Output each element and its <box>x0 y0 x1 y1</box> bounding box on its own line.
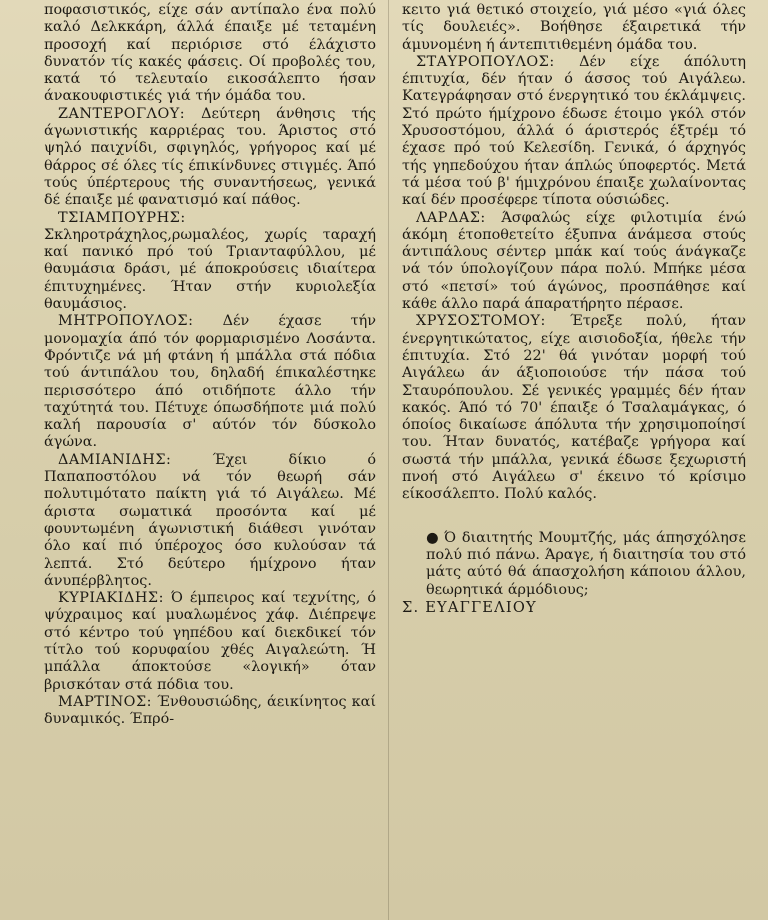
player-rating-text: Δεύτερη άνθησις τής άγωνιστικής καρριέρας του. Άριστος στό ψηλό παιχνίδι, σφιγηλός, γρήγορος καί μέ θάρρος σέ όλες τίς έπικίνδυνες στιγμές. Άπό τούς ύπέρτερους τής συναντήσεως, γενικά δέ έπαιξε μέ φανατισμό καί πάθος. <box>44 105 376 209</box>
player-rating-martinos <box>44 694 376 729</box>
player-rating-kyriakidis <box>44 590 376 694</box>
player-rating-text: Άσφαλώς είχε φιλοτιμία ένώ άκόμη έτοποθετείτο έξυπνα άνάμεσα στούς άντιπάλους σέντερ μπάκ καί τούς άνάγκαζε νά τόν ύπολογίζουν πάρα πολύ. Μπήκε μέσα στό «πετσί» τού άγώνος, προσπάθησε καί κάθε άλλο παρά άπαρατήρητο πέρασε. <box>402 209 747 313</box>
player-rating-text: Έτρεξε πολύ, ήταν ένεργητικώτατος, είχε αισιοδοξία, ήθελε τήν έπιτυχία. Στό 22' θά γινόταν μορφή τού Αιγάλεω άν άξιοποιούσε τήν πάσα τού Σταυρόπουλου. Σέ γενικές γραμμές δέν ήταν κακός. Άπό τό 70' έπαιξε ό Τσαλαμάγκας, ό όποίος δικαίωσε άπόλυτα τήν χρησιμοποίησί του. Ήταν δυνατός, κατέβαζε γρήγορα καί σωστά τήν μπάλλα, γενικά έδωσε ξεχωριστή πνοή στό Αιγάλεω σ' έκεινο τό κρίσιμο είκοσάλεπτο. Πολύ καλός. <box>402 313 746 503</box>
player-rating-lardas <box>402 210 746 314</box>
right-intro-paragraph: κειτο γιά θετικό στοιχείο, γιά μέσο «γιά όλες τίς δουλειές». Βοήθησε έξαιρετικά τήν άμυνομένη ή άντεπιτιθεμένη όμάδα του. <box>402 2 746 53</box>
player-rating-text: Σκληροτράχηλος,ρωμαλέος, χωρίς ταραχή καί πανικό πρό τού Τριανταφύλλου, μέ θαυμάσια δράσι, μέ άποκρούσεις ιδιαίτερα έπιτυχημένες. Ήταν στήν κυριολεξία θαυμάσιος. <box>44 226 376 313</box>
right-column <box>402 2 746 616</box>
player-name: ΖΑΝΤΕΡΟΓΛΟΥ: <box>58 105 186 122</box>
player-rating-damianidis <box>44 452 376 590</box>
player-name: ΔΑΜΙΑΝΙΔΗΣ: <box>58 451 172 468</box>
player-name: ΛΑΡΔΑΣ: <box>416 209 486 226</box>
left-intro-paragraph: ποφασιστικός, είχε σάν αντίπαλο ένα πολύ καλό Δελκκάρη, άλλά έπαιξε μέ τεταμένη προσοχή καί περιόρισε στό έλάχιστο δυνατόν τίς κακές φάσεις. Οί προβολές του, κατά τό τελευταίο εικοσάλεπτο ήσαν άνακουφιστικές γιά τήν όμάδα του. <box>44 2 376 105</box>
player-rating-stavropoulos <box>402 54 746 210</box>
left-column <box>44 2 376 728</box>
referee-note-text: Ό διαιτητής Μουμτζής, μάς άπησχόλησε πολύ πιό πάνω. Άραγε, ή διαιτησία του στό μάτς αύτό θά άπασχολήση κάποιου άλλου, θεωρητικά άρμόδιους; <box>426 529 746 598</box>
player-rating-text: Ένθουσιώδης, άεικίνητος καί δυναμικός. Έπρό- <box>44 693 376 728</box>
author-signature: Σ. ΕΥΑΓΓΕΛΙΟΥ <box>402 598 537 616</box>
player-name: ΜΑΡΤΙΝΟΣ: <box>58 693 153 710</box>
player-rating-text: Έχει δίκιο ό Παπαποστόλου νά τόν θεωρή σάν πολυτιμότατο παίκτη γιά τό Αιγάλεω. Μέ άριστα σωματικά προσόντα καί μέ φουντωμένη άγωνιστική διάθεσι γινόταν όλο καί πιό ύπέροχος όσο κυλούσαν τά λεπτά. Στό δεύτερο ήμίχρονο ήταν άνυπέρβλητος. <box>44 451 377 589</box>
player-name: ΜΗΤΡΟΠΟΥΛΟΣ: <box>58 313 194 330</box>
player-name: ΣΤΑΥΡΟΠΟΥΛΟΣ: <box>416 53 555 70</box>
player-name: ΚΥΡΙΑΚΙΔΗΣ: <box>58 590 164 607</box>
column-divider <box>388 0 389 920</box>
referee-note <box>402 530 746 599</box>
player-rating-text: Δέν είχε άπόλυτη έπιτυχία, δέν ήταν ό άσσος τού Αιγάλεω. Κατεγράφησαν στό ένεργητικό του έκλάμψεις. Στό πρώτο ήμίχρονο έδωσε έτοιμο γκόλ στόν Χρυσοστόμου, άλλά ό άριστερός έξτρέμ τό έχασε πρό τού Κελεσίδη. Γενικά, ό άρχηγός τής γηπεδούχου ήταν άπλώς ύποφερτός. Μετά τά μέσα τού β' ήμιχρόνου έπαιξε χωλαίνοντας καί δέν προσέφερε τίποτα ούσιώδες. <box>402 53 746 209</box>
player-rating-tsiampouris <box>44 210 376 314</box>
player-rating-chrysostomou <box>402 313 746 503</box>
player-rating-text: Ό έμπειρος καί τεχνίτης, ό ψύχραιμος καί μυαλωμένος χάφ. Διέπρεψε στό κέντρο τού γηπέδου καί διεκδικεί τόν τίτλο τού κορυφαίου χθές Αιγαλεώτη. Ή μπάλλα άποκτούσε «λογική» όταν βρισκόταν στά πόδια του. <box>44 590 376 693</box>
player-rating-mitropoulos <box>44 313 376 451</box>
black-circle-bullet-icon: ● <box>426 529 439 546</box>
player-name: ΧΡΥΣΟΣΤΟΜΟΥ: <box>416 313 546 330</box>
player-rating-zanteroglou <box>44 106 376 210</box>
player-name: ΤΣΙΑΜΠΟΥΡΗΣ: <box>58 209 186 226</box>
player-rating-text: Δέν έχασε τήν μονομαχία άπό τόν φορμαρισμένο Λοσάντα. Φρόντιζε νά μή φτάνη ή μπάλλα στά πόδια τού άντιπάλου του, δηλαδή έπικαλέστηκε περισσότερο άπό οτιδήποτε άλλο τήν ταχύτητά του. Πέτυχε όπωσδήποτε μιά πολύ καλή παρουσία σ' αύτόν τόν δύσκολο άγώνα. <box>44 313 376 451</box>
